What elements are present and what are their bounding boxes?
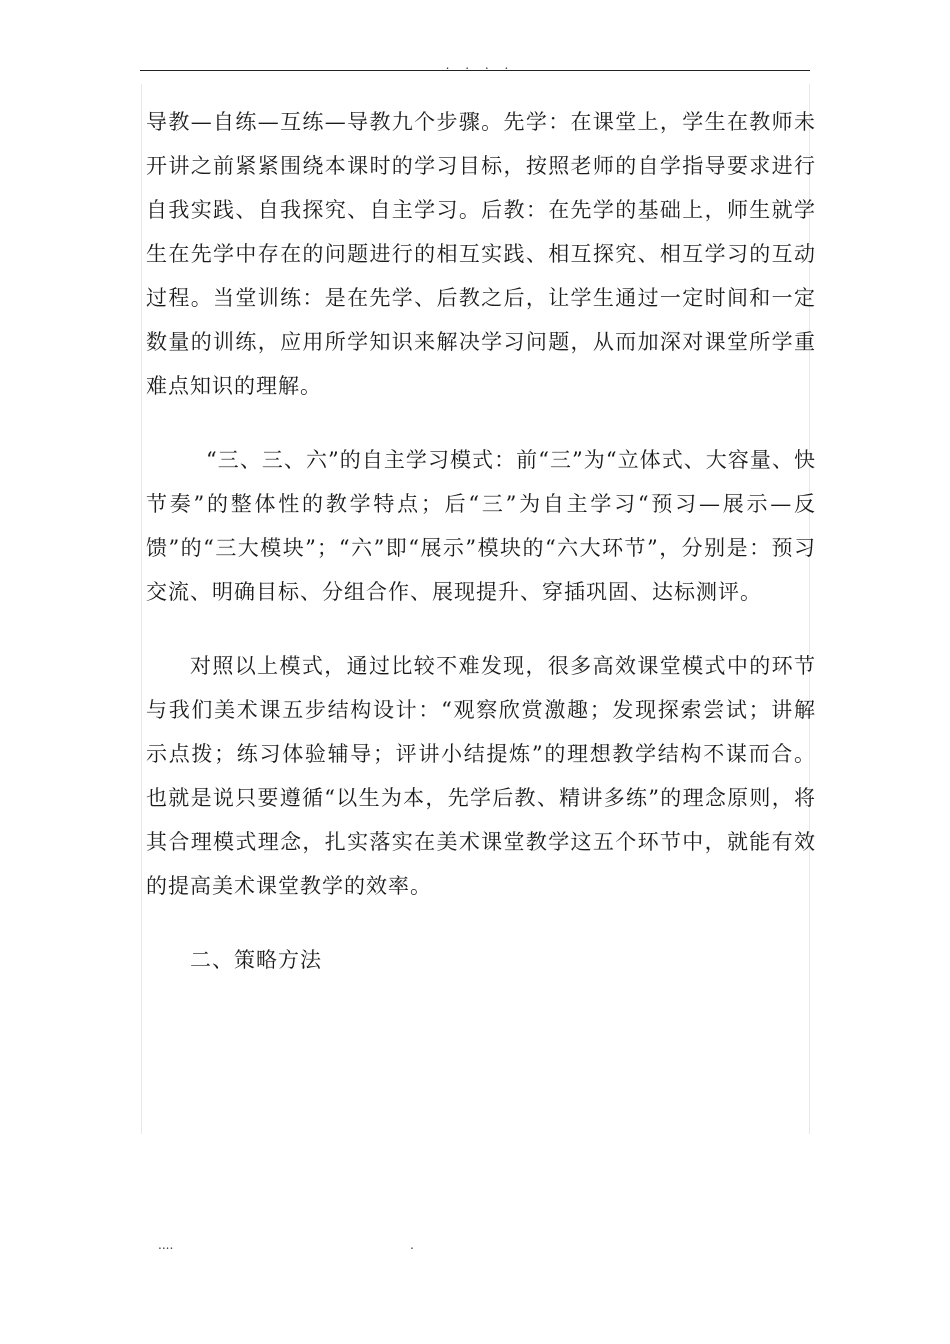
paragraph-gap (146, 408, 816, 438)
paragraph-gap (146, 908, 816, 938)
footer-dots-left: .... (158, 1238, 174, 1252)
header-rule (140, 70, 810, 71)
section-heading-strategy-methods: 二、策略方法 (190, 948, 322, 972)
paragraph-three-three-six-model: “三、三、六”的自主学习模式：前“三”为“立体式、大容量、快节奏”的整体性的教学特点；后“三”为自主学习“预习—展示—反馈”的“三大模块”；“六”即“展示”模块的“六大环节”，分别是：预习交流、明确目标、分组合作、展现提升、穿插巩固、达标测评。 (146, 448, 816, 604)
paragraph-self-study-steps: 导教—自练—互练—导教九个步骤。先学：在课堂上，学生在教师未开讲之前紧紧围绕本课时的学习目标，按照老师的自学指导要求进行自我实践、自我探究、自主学习。后教：在先学的基础上，师生就学生在先学中存在的问题进行的相互实践、相互探究、相互学习的互动过程。当堂训练：是在先学、后教之后，让学生通过一定时间和一定数量的训练，应用所学知识来解决学习问题，从而加深对课堂所学重难点知识的理解。 (146, 110, 816, 398)
paragraph-comparison: 对照以上模式，通过比较不难发现，很多高效课堂模式中的环节与我们美术课五步结构设计：“观察欣赏激趣；发现探索尝试；讲解示点拨；练习体验辅导；评讲小结提炼”的理想教学结构不谋而合。也就是说只要遵循“以生为本，先学后教、精讲多练”的理念原则，将其合理模式理念，扎实落实在美术课堂教学这五个环节中，就能有效的提高美术课堂教学的效率。 (146, 654, 816, 898)
page-frame-left (141, 84, 142, 1134)
document-body (146, 100, 816, 982)
paragraph-gap (146, 614, 816, 644)
footer-dots-right: . (410, 1238, 414, 1252)
header-dots: . . . . (445, 58, 515, 72)
